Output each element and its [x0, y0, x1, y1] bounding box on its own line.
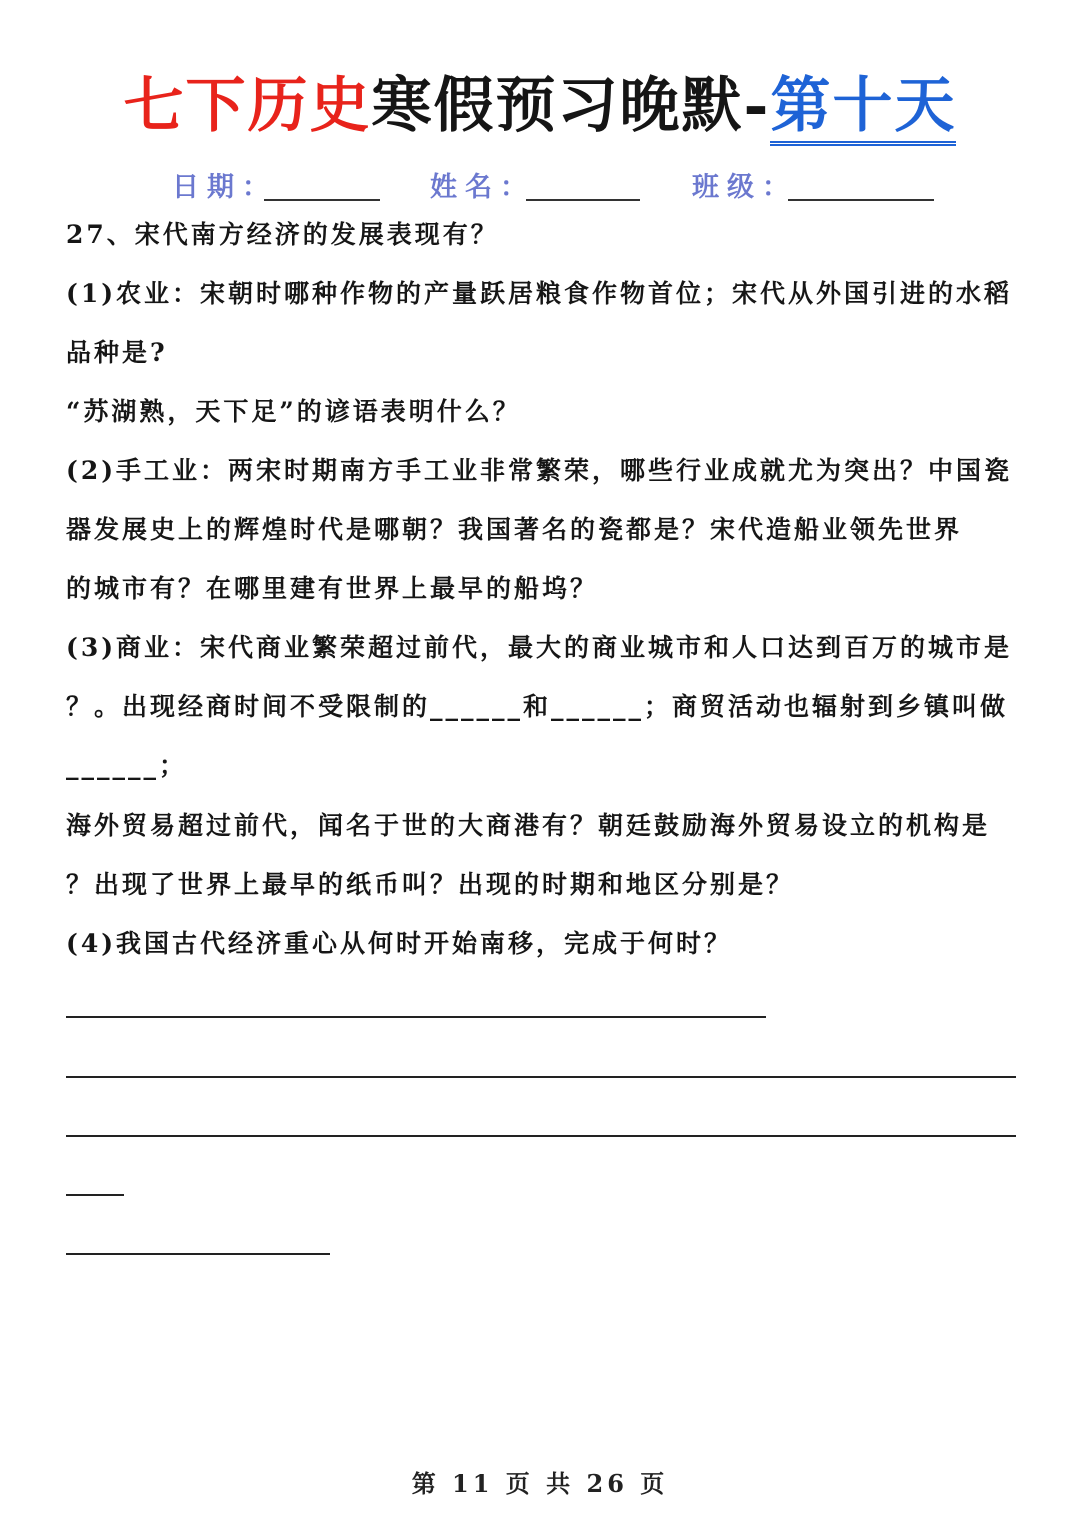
question-line: (4)我国古代经济重心从何时开始南移，完成于何时？	[66, 929, 733, 958]
answer-line[interactable]	[66, 1194, 124, 1196]
question-line: (3)商业：宋代商业繁荣超过前代，最大的商业城市和人口达到百万的城市是	[66, 633, 1013, 662]
question-line: 海外贸易超过前代，闻名于世的大商港有？朝廷鼓励海外贸易设立的机构是	[66, 811, 991, 840]
title-black-part: 寒假预习晚默-	[371, 71, 771, 141]
question-line: (2)手工业：两宋时期南方手工业非常繁荣，哪些行业成就尤为突出？中国瓷	[66, 456, 1013, 485]
class-field[interactable]	[788, 199, 934, 201]
page-number: 第 11 页 共 26 页	[411, 1469, 669, 1498]
title-red-part: 七下历史	[123, 71, 372, 141]
answer-line[interactable]	[66, 1253, 330, 1255]
question-line: 27、宋代南方经济的发展表现有？	[66, 220, 499, 249]
date-label: 日期：	[172, 172, 277, 203]
question-line: ______；	[66, 751, 188, 780]
question-line: 的城市有？在哪里建有世界上最早的船坞？	[66, 574, 599, 603]
question-line: 器发展史上的辉煌时代是哪朝？我国著名的瓷都是？宋代造船业领先世界	[66, 515, 963, 544]
question-line: ？出现了世界上最早的纸币叫？出现的时期和地区分别是？	[66, 870, 795, 899]
page-title	[0, 66, 1080, 146]
question-line: 品种是?	[66, 338, 168, 367]
name-label: 姓名：	[430, 172, 535, 203]
title-blue-part: 第十天	[770, 71, 956, 146]
answer-line[interactable]	[66, 1135, 1016, 1137]
name-field[interactable]	[526, 199, 640, 201]
answer-line[interactable]	[66, 1076, 1016, 1078]
class-label: 班级：	[692, 172, 797, 203]
question-line: (1)农业：宋朝时哪种作物的产量跃居粮食作物首位；宋代从外国引进的水稻	[66, 279, 1013, 308]
date-field[interactable]	[264, 199, 380, 201]
question-line: ？。出现经商时间不受限制的______和______；商贸活动也辐射到乡镇叫做	[66, 692, 1009, 721]
answer-line[interactable]	[66, 1016, 766, 1018]
question-line: “苏湖熟，天下足”的谚语表明什么？	[66, 397, 521, 426]
info-row	[0, 165, 1080, 205]
